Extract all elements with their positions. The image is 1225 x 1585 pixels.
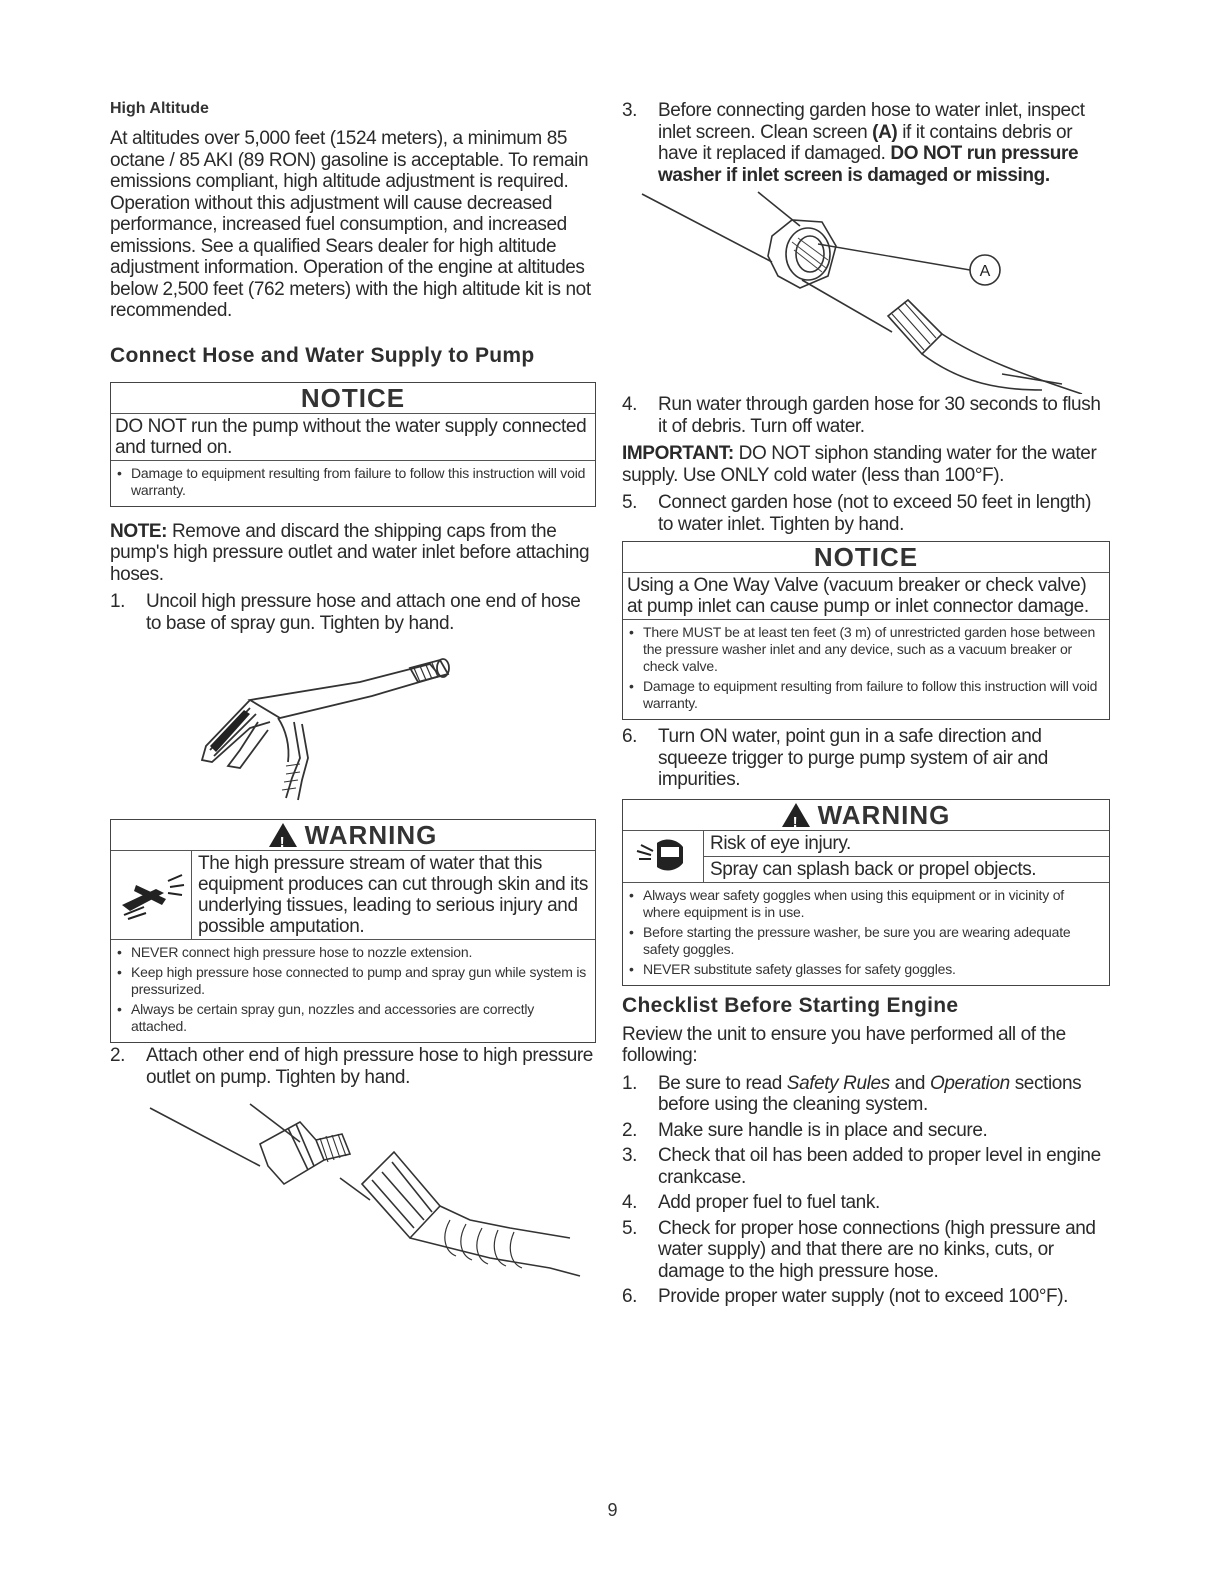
step-6 (622, 726, 1110, 791)
step-text: Attach other end of high pressure hose to high pressure outlet on pump. Tighten by hand. (146, 1045, 593, 1088)
step-text: Before connecting garden hose to water inlet, inspect inlet screen. Clean screen (658, 100, 1085, 143)
step-text: Uncoil high pressure hose and attach one end of hose to base of spray gun. Tighten by hand. (146, 591, 581, 634)
warning-title-row (111, 820, 595, 851)
step-text: Connect garden hose (not to exceed 50 feet in length) to water inlet. Tighten by hand. (658, 492, 1092, 535)
warning-box-1 (110, 819, 596, 1043)
important-text: DO NOT siphon standing water for the water supply. Use ONLY cold water (less than 100°F). (622, 443, 1097, 486)
warning-bullet: • NEVER connect high pressure hose to nozzle extension. (117, 944, 589, 961)
item-number: 6. (622, 1286, 638, 1307)
warning-bullet: • NEVER substitute safety glasses for safety goggles. (629, 961, 1103, 978)
warning-title: WARNING (817, 799, 951, 830)
warning-row-text: Spray can splash back or propel objects. (710, 858, 1037, 880)
item-text-pre: Be sure to read (658, 1072, 787, 1094)
left-column (110, 100, 596, 1288)
warning-bullet: • Always be certain spray gun, nozzles and accessories are correctly attached. (117, 1001, 589, 1035)
pressure-outlet-illustration (110, 1088, 596, 1288)
item-text: Make sure handle is in place and secure. (658, 1119, 988, 1141)
notice-title: NOTICE (623, 542, 1109, 573)
high-altitude-body: At altitudes over 5,000 feet (1524 meters), a minimum 85 octane / 85 AKI (89 RON) gasoline is acceptable. To remain emissions compliant, high altitude adjustment is required. Operation without this adjustment will cause decreased performance, increased fuel consumption, and increased emissions. See a qualified Sears dealer for high altitude adjustment information. Operation of the engine at altitudes below 2,500 feet (762 meters) with the high altitude kit is not recommended. (110, 128, 591, 321)
warning-bullet: • Before starting the pressure washer, be sure you are wearing adequate safety goggles. (629, 924, 1103, 958)
safety-goggles-icon (623, 831, 704, 882)
item-number: 5. (622, 1217, 638, 1239)
notice-bullet: • Damage to equipment resulting from failure to follow this instruction will void warranty. (117, 465, 589, 499)
connect-hose-heading: Connect Hose and Water Supply to Pump (110, 343, 535, 367)
high-altitude-heading: High Altitude (110, 100, 209, 117)
right-column (622, 100, 1110, 1312)
warning-main-rows (623, 831, 1109, 883)
notice-main-text: Using a One Way Valve (vacuum breaker or check valve) at pump inlet can cause pump or inlet connector damage. (623, 573, 1109, 620)
step-number: 5. (622, 492, 638, 513)
note-paragraph (110, 521, 596, 586)
step-text: Run water through garden hose for 30 seconds to flush it of debris. Turn off water. (658, 394, 1101, 437)
checklist-item (622, 1145, 1110, 1188)
item-text-safety-rules: Safety Rules (786, 1072, 890, 1094)
important-paragraph (622, 443, 1110, 486)
note-label: NOTE: (110, 520, 168, 542)
warning-title: WARNING (304, 820, 438, 850)
item-text: Add proper fuel to fuel tank. (658, 1192, 880, 1213)
warning-main-text: The high pressure stream of water that this equipment produces can cut through skin and its underlying tissues, leading to serious injury and possible amputation. (198, 853, 588, 937)
notice-box-1 (110, 382, 596, 507)
checklist-list (622, 1073, 1110, 1308)
item-text-post: sections before using the cleaning system. (658, 1072, 1082, 1115)
checklist-intro: Review the unit to ensure you have performed all of the following: (622, 1023, 1066, 1066)
checklist-item (622, 1286, 1110, 1308)
checklist-item (622, 1073, 1110, 1116)
steps-list-1 (110, 591, 596, 634)
important-label: IMPORTANT: (622, 443, 734, 464)
step-number: 1. (110, 591, 126, 612)
warning-main-row (111, 851, 595, 940)
notice-bullet: • There MUST be at least ten feet (3 m) of unrestricted garden hose between the pressure washer inlet and any device, such as a vacuum breaker or check valve. (629, 624, 1103, 675)
item-number: 3. (622, 1145, 638, 1166)
item-text-mid: and (889, 1072, 930, 1094)
steps-list-2 (110, 1045, 596, 1088)
notice-bullets (111, 461, 595, 506)
step-1 (110, 591, 596, 634)
item-number: 1. (622, 1072, 638, 1094)
spray-gun-illustration (110, 638, 596, 813)
page-number: 9 (607, 1500, 618, 1520)
item-text: Provide proper water supply (not to exceed 100°F). (658, 1286, 1069, 1307)
item-text: Check for proper hose connections (high pressure and water supply) and that there are no kinks, cuts, or damage to the high pressure hose. (658, 1217, 1096, 1282)
notice-title: NOTICE (111, 383, 595, 414)
steps-list-4 (622, 394, 1110, 437)
step-number: 4. (622, 394, 638, 415)
checklist-item (622, 1192, 1110, 1214)
inlet-screen-illustration (622, 184, 1110, 394)
step-number: 2. (110, 1045, 126, 1066)
step-text: Turn ON water, point gun in a safe direction and squeeze trigger to purge pump system of air and impurities. (658, 726, 1048, 790)
step-3 (622, 100, 1110, 186)
steps-list-6 (622, 726, 1110, 791)
cut-hazard-icon (111, 851, 192, 939)
warning-bullets (623, 883, 1109, 985)
item-text: Check that oil has been added to proper level in engine crankcase. (658, 1145, 1101, 1188)
steps-list-3 (622, 100, 1110, 186)
notice-box-2 (622, 541, 1110, 720)
item-number: 2. (622, 1119, 638, 1141)
notice-bullets (623, 620, 1109, 719)
warning-title-row (623, 800, 1109, 831)
steps-list-5 (622, 492, 1110, 535)
warning-bullet: • Always wear safety goggles when using this equipment or in vicinity of where equipment is in use. (629, 887, 1103, 921)
warning-bullet: • Keep high pressure hose connected to pump and spray gun while system is pressurized. (117, 964, 589, 998)
warning-triangle-icon (782, 803, 810, 827)
note-text: Remove and discard the shipping caps from the pump's high pressure outlet and water inlet before attaching hoses. (110, 520, 590, 585)
notice-bullet: • Damage to equipment resulting from failure to follow this instruction will void warranty. (629, 678, 1103, 712)
item-text-operation: Operation (929, 1072, 1010, 1094)
step-label-a: (A) (872, 121, 898, 143)
step-number: 6. (622, 726, 638, 747)
checklist-item (622, 1218, 1110, 1283)
step-5 (622, 492, 1110, 535)
step-warning-text: DO NOT run pressure washer if inlet screen is damaged or missing. (658, 143, 1079, 186)
warning-rows (704, 831, 1109, 882)
callout-a-label: A (979, 263, 991, 280)
warning-box-2 (622, 799, 1110, 986)
step-text-cont: if it contains debris or have it replaced if damaged. (658, 121, 1073, 164)
warning-row-text: Risk of eye injury. (704, 831, 1109, 857)
step-number: 3. (622, 100, 638, 121)
checklist-item (622, 1120, 1110, 1142)
step-2 (110, 1045, 596, 1088)
warning-triangle-icon (269, 823, 297, 847)
checklist-heading: Checklist Before Starting Engine (622, 993, 959, 1017)
item-number: 4. (622, 1192, 638, 1213)
notice-main-text: DO NOT run the pump without the water supply connected and turned on. (111, 414, 595, 461)
step-4 (622, 394, 1110, 437)
warning-bullets (111, 940, 595, 1042)
